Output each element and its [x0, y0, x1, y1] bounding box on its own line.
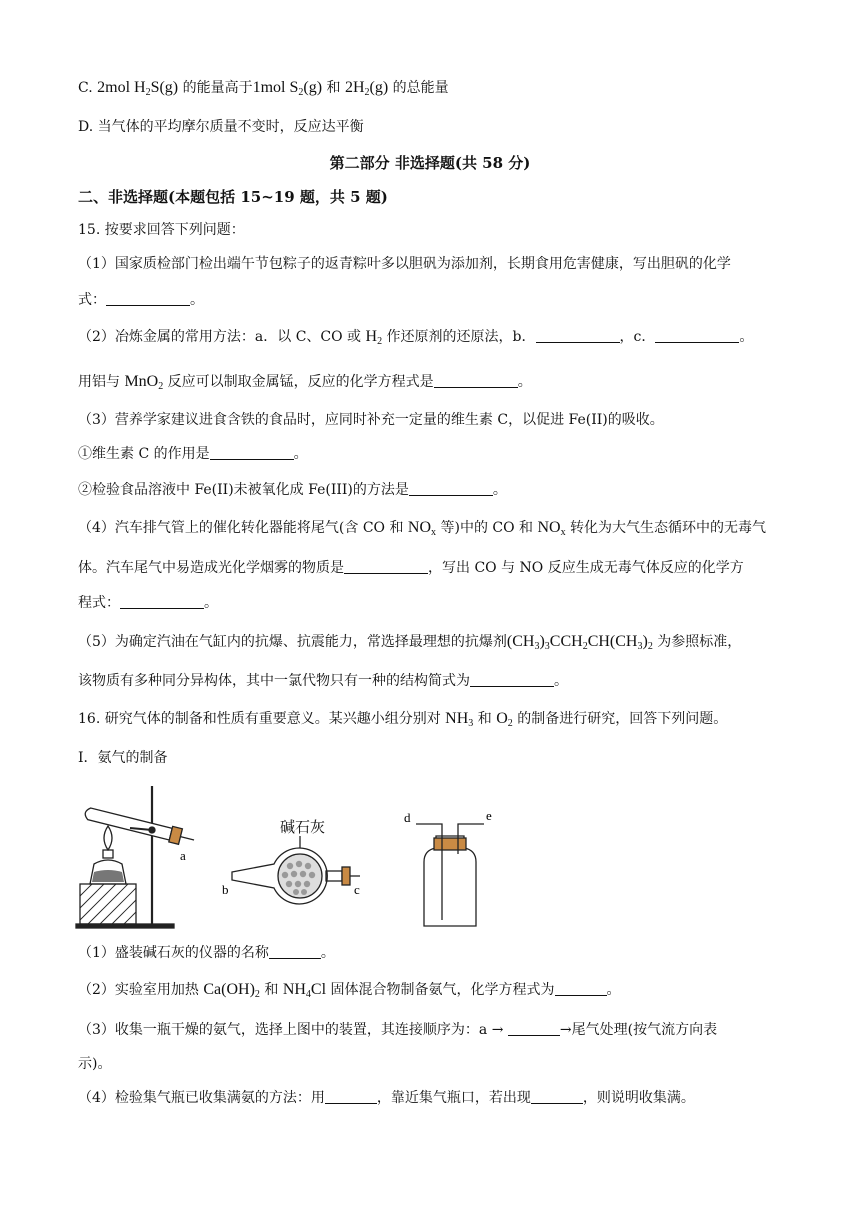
gas-bottle-apparatus	[416, 824, 484, 926]
q15-part5-line2	[78, 671, 790, 691]
answer-blank[interactable]	[120, 594, 204, 609]
formula-sub: 3	[534, 641, 540, 652]
q15-part5-line1	[78, 632, 790, 652]
q16-part4	[78, 1088, 790, 1108]
formula-nox: NO	[537, 519, 561, 536]
answer-blank[interactable]	[536, 328, 620, 343]
text-part: 反应可以制取金属锰，反应的化学方程式是	[163, 374, 434, 390]
text-part: ，则说明收集满。	[582, 1090, 695, 1106]
formula-part: Cl	[310, 981, 327, 998]
option-c-label: C.	[78, 80, 98, 96]
formula-sub: 4	[305, 989, 311, 1000]
text-part: 用铝与	[78, 374, 125, 390]
formula-sub: 3	[468, 718, 474, 729]
text-part: 。	[606, 982, 621, 998]
text-part: 和	[322, 80, 345, 96]
option-c	[78, 78, 790, 98]
formula-part: (g)	[303, 79, 323, 96]
formula-part: )	[539, 633, 545, 650]
formula-sub: 3	[544, 641, 550, 652]
flame	[104, 826, 112, 850]
formula-mno2: MnO	[124, 373, 159, 390]
q15-part4-line2	[78, 558, 790, 578]
formula-h2s: 2mol H	[97, 79, 146, 96]
rubber-stopper	[342, 867, 350, 885]
formula-sub: 2	[145, 87, 151, 98]
section-heading: 二、非选择题(本题包括 15~19 题，共 5 题)	[78, 188, 388, 206]
formula-sub: 2	[254, 989, 260, 1000]
label-a: a	[180, 848, 186, 863]
formula-part: (g)	[369, 79, 389, 96]
block-hatching	[80, 884, 136, 924]
text-part: 。	[517, 374, 532, 390]
text-part: 等)中的 CO 和	[436, 520, 538, 536]
text-part: 16. 研究气体的制备和性质有重要意义。某兴趣小组分别对	[78, 711, 446, 727]
answer-blank[interactable]	[325, 1089, 377, 1104]
label-b: b	[222, 882, 229, 897]
formula-sub: 2	[507, 718, 513, 729]
text-part: 该物质有多种同分异构体，其中一氯代物只有一种的结构简式为	[78, 673, 470, 689]
formula-sub: 2	[647, 641, 653, 652]
text-part: 转化为大气生态循环中的无毒气	[565, 520, 767, 536]
formula-part: )	[642, 633, 648, 650]
q15-part4-line3	[78, 593, 790, 613]
drying-tube-apparatus	[232, 819, 360, 904]
q15-part2-line2	[78, 372, 790, 392]
q16-part3-line1	[78, 1020, 790, 1040]
text-part: 。	[554, 673, 568, 689]
text-part: 。	[739, 329, 754, 345]
text-part: 的总能量	[388, 80, 449, 96]
text-part: （2）冶炼金属的常用方法：a．以 C、CO 或	[78, 329, 366, 345]
answer-blank[interactable]	[655, 328, 739, 343]
q16-part2	[78, 980, 790, 1000]
q15-part4-line1	[78, 518, 790, 538]
text-part: ①维生素 C 的作用是	[78, 446, 210, 462]
formula-o2: O	[496, 710, 508, 727]
clamp-knob	[149, 827, 155, 833]
text-part: 程式：	[78, 595, 120, 611]
answer-blank[interactable]	[269, 944, 321, 959]
text-part: 。	[492, 482, 507, 498]
answer-blank[interactable]	[531, 1089, 583, 1104]
text-part: 式：	[78, 292, 106, 308]
text-part: 作还原剂的还原法，b．	[382, 329, 536, 345]
text-part: （4）汽车排气管上的催化转化器能将尾气(含 CO 和	[78, 520, 408, 536]
text-part: 体。汽车尾气中易造成光化学烟雾的物质是	[78, 560, 344, 576]
test-tube	[83, 805, 196, 848]
text-part: 和	[259, 982, 283, 998]
bottle-stopper	[434, 838, 466, 850]
lamp-wick-holder	[103, 850, 113, 858]
q15-part1-line1: （1）国家质检部门检出端午节包粽子的返青粽叶多以胆矾为添加剂，长期食用危害健康，写出胆矾的化学	[78, 256, 731, 272]
answer-blank[interactable]	[409, 481, 493, 496]
answer-blank[interactable]	[106, 291, 190, 306]
formula-part: (CH	[506, 633, 535, 650]
text-part: 。	[293, 446, 308, 462]
text-part: 。	[320, 945, 335, 961]
q15-part1-line2	[78, 290, 790, 310]
formula-sub: 2	[298, 87, 304, 98]
label-e: e	[486, 808, 492, 823]
q15-part3b	[78, 480, 790, 500]
text-part: →尾气处理(按气流方向表	[559, 1022, 718, 1038]
question-15: 15. 按要求回答下列问题：	[78, 222, 245, 238]
apparatus-figure	[70, 776, 510, 936]
text-part: （2）实验室用加热	[78, 982, 204, 998]
formula-sub: x	[431, 527, 437, 538]
part-two-heading: 第二部分 非选择题(共 58 分)	[329, 154, 531, 172]
q16-subheading-i: I．氨气的制备	[78, 750, 168, 766]
formula-sub: 2	[158, 381, 164, 392]
q16-part3-line2: 示)。	[78, 1056, 112, 1072]
soda-lime-label: 碱石灰	[280, 820, 326, 836]
answer-blank[interactable]	[470, 672, 554, 687]
formula-sub: x	[560, 527, 566, 538]
answer-blank[interactable]	[210, 445, 294, 460]
label-c: c	[354, 882, 360, 897]
text-part: ，写出 CO 与 NO 反应生成无毒气体反应的化学方	[428, 560, 744, 576]
formula-nh3: NH	[445, 710, 469, 727]
text-part: 的能量高于	[178, 80, 253, 96]
text-part: ②检验食品溶液中 Fe(II)未被氧化成 Fe(III)的方法是	[78, 482, 409, 498]
answer-blank[interactable]	[555, 981, 607, 996]
formula-sub: 3	[637, 641, 643, 652]
formula-h2: H	[365, 328, 378, 345]
answer-blank[interactable]	[434, 373, 518, 388]
text-part: ，c．	[619, 329, 656, 345]
formula-nox: NO	[407, 519, 432, 536]
formula-sub: 2	[582, 641, 588, 652]
question-16	[78, 709, 790, 729]
text-part: （4）检验集气瓶已收集满氨的方法：用	[78, 1090, 325, 1106]
answer-blank[interactable]	[508, 1021, 560, 1036]
text-part: （3）收集一瓶干燥的氨气，选择上图中的装置，其连接顺序为：a →	[78, 1022, 508, 1038]
text-part: （5）为确定汽油在气缸内的抗爆、抗震能力，常选择最理想的抗爆剂	[78, 634, 507, 650]
option-d: D. 当气体的平均摩尔质量不变时，反应达平衡	[78, 119, 364, 135]
text-part: 为参照标准，	[652, 634, 742, 650]
text-part: 和	[473, 711, 497, 727]
text-part: 的制备进行研究，回答下列问题。	[512, 711, 728, 727]
text-part: 固体混合物制备氨气，化学方程式为	[326, 982, 555, 998]
q15-part3: （3）营养学家建议进食含铁的食品时，应同时补充一定量的维生素 C，以促进 Fe(II)的吸收。	[78, 412, 664, 428]
text-part: 。	[204, 595, 218, 611]
formula-nh4cl: NH	[282, 981, 306, 998]
q15-part3a	[78, 444, 790, 464]
text-part: ，靠近集气瓶口，若出现	[376, 1090, 531, 1106]
answer-blank[interactable]	[344, 559, 428, 574]
formula-caoh2: Ca(OH)	[203, 981, 255, 998]
formula-part: CCH	[549, 633, 583, 650]
formula-s2: 1mol S	[252, 79, 299, 96]
formula-h2: 2H	[344, 79, 365, 96]
formula-part: CH(CH	[587, 633, 638, 650]
formula-sub: 2	[377, 336, 383, 347]
text-part: （1）盛装碱石灰的仪器的名称	[78, 945, 269, 961]
q15-part2-line1	[78, 327, 790, 347]
label-d: d	[404, 810, 411, 825]
q16-part1	[78, 943, 790, 963]
text-part: 。	[190, 292, 204, 308]
formula-sub: 2	[364, 87, 370, 98]
heating-apparatus	[76, 786, 196, 928]
tube-connector	[326, 871, 342, 881]
lamp-fuel	[92, 870, 124, 882]
formula-part: S(g)	[150, 79, 179, 96]
